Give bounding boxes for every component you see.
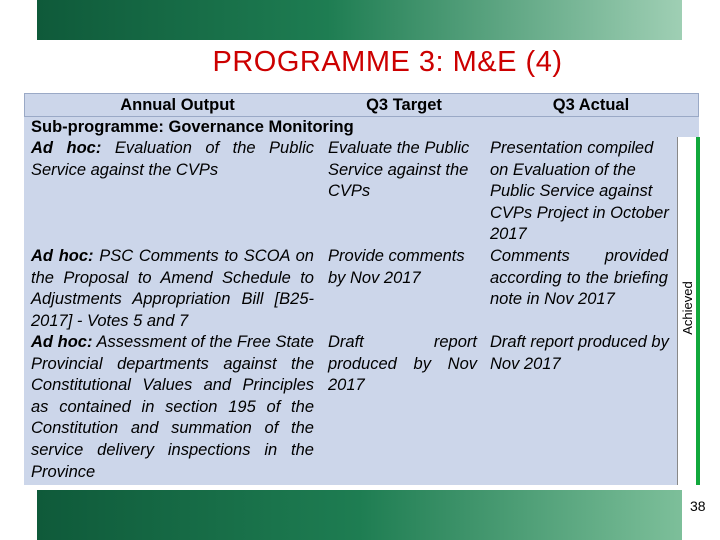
top-banner <box>37 0 682 40</box>
status-achieved-label: Achieved <box>680 281 695 335</box>
table-row-3-actual: Draft report produced by Nov 2017 <box>490 333 669 373</box>
table-row-1-output: Ad hoc: Evaluation of the Public Service against the CVPs <box>31 139 314 179</box>
table-row-2-actual: Comments provided according to the briefing note in Nov 2017 <box>490 247 668 309</box>
header-annual-output: Annual Output <box>120 96 235 114</box>
status-green-bar <box>696 137 700 485</box>
page-number: 38 <box>690 498 706 514</box>
table-row-3-target: Draft report produced by Nov 2017 <box>328 333 477 395</box>
subprogramme-title: Sub-programme: Governance Monitoring <box>31 118 354 136</box>
table-row-1-actual: Presentation compiled on Evaluation of the Public Service against CVPs Project in October 2017 <box>490 139 669 244</box>
slide-title: PROGRAMME 3: M&E (4) <box>212 46 563 78</box>
table-row-3-output: Ad hoc: Assessment of the Free State Provincial departments against the Constitutional Values and Principles as contained in section 195 of the Constitution and summation of the service delivery inspections in the Province <box>31 333 314 481</box>
bottom-banner <box>37 490 682 540</box>
table-row-2-output: Ad hoc: PSC Comments to SCOA on the Proposal to Amend Schedule to Adjustments Appropriation Bill [B25-2017] - Votes 5 and 7 <box>31 247 314 330</box>
table-row-1-target: Evaluate the Public Service against the CVPs <box>328 139 470 201</box>
header-q3-actual: Q3 Actual <box>552 96 630 114</box>
table-row-2-target: Provide comments by Nov 2017 <box>328 247 465 287</box>
header-q3-target: Q3 Target <box>366 96 442 114</box>
